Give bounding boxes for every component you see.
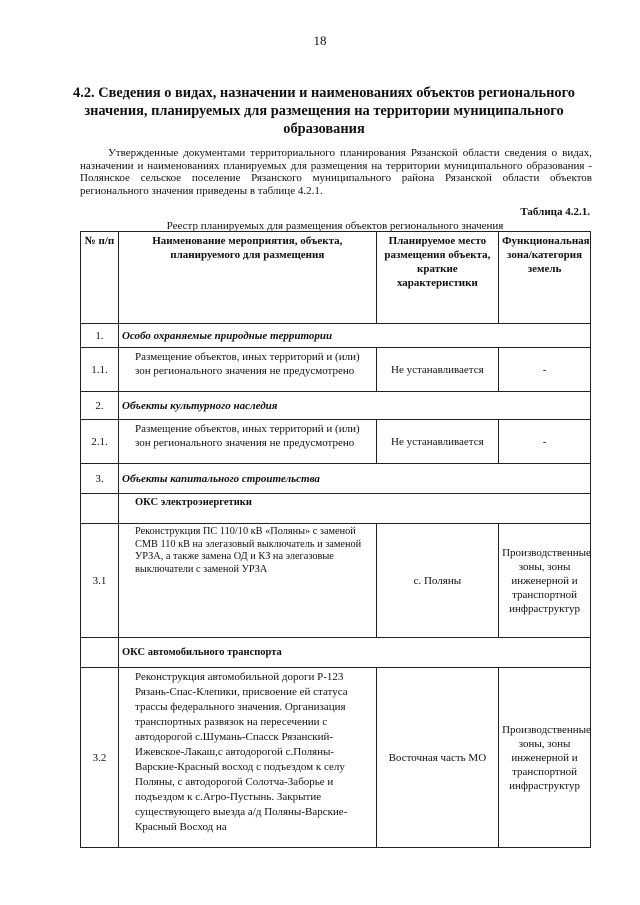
table-id: Таблица 4.2.1. (520, 206, 590, 218)
row-name: Размещение объектов, иных территорий и (или) зон регионального значения не предусмотрено (119, 348, 377, 392)
row-name: Реконструкция ПС 110/10 кВ «Поляны» с заменой СМВ 110 кВ на элегазовый выключатель и заменой УРЗА, а также замена ОД и КЗ на элегазовые выключатели с заменой УРЗА (119, 524, 377, 638)
row-name: Размещение объектов, иных территорий и (или) зон регионального значения не предусмотрено (119, 420, 377, 464)
table-caption: Реестр планируемых для размещения объектов регионального значения (166, 220, 504, 232)
table-row (81, 524, 591, 638)
table-header-row (81, 232, 591, 324)
row-number: 3. (81, 464, 119, 494)
subsection-title: ОКС электроэнергетики (119, 494, 591, 524)
subsection-title: ОКС автомобильного транспорта (119, 638, 591, 668)
section-title: Объекты капитального строительства (119, 464, 591, 494)
registry-table (80, 231, 591, 848)
section-row (81, 392, 591, 420)
row-number-empty (81, 638, 119, 668)
row-number: 2. (81, 392, 119, 420)
row-place: Не устанавливается (376, 420, 498, 464)
section-row (81, 464, 591, 494)
row-zone: Производственные зоны, зоны инженерной и транспортной инфраструктур (499, 524, 591, 638)
table-row (81, 420, 591, 464)
row-zone: Производственные зоны, зоны инженерной и транспортной инфраструктур (499, 668, 591, 848)
row-number: 3.1 (81, 524, 119, 638)
col-header-number: № п/п (81, 232, 119, 324)
col-header-place: Планируемое место размещения объекта, краткие характеристики (376, 232, 498, 324)
subsection-row (81, 494, 591, 524)
row-number-empty (81, 494, 119, 524)
row-zone: - (499, 348, 591, 392)
section-title: Особо охраняемые природные территории (119, 324, 591, 348)
table-row (81, 668, 591, 848)
section-row (81, 324, 591, 348)
row-place: с. Поляны (376, 524, 498, 638)
table-row (81, 348, 591, 392)
row-number: 1. (81, 324, 119, 348)
col-header-name: Наименование мероприятия, объекта, планируемого для размещения (119, 232, 377, 324)
col-header-zone: Функциональная зона/категория земель (499, 232, 591, 324)
row-place: Восточная часть МО (376, 668, 498, 848)
section-title: Объекты культурного наследия (119, 392, 591, 420)
page-number: 18 (313, 33, 327, 48)
section-heading: 4.2. Сведения о видах, назначении и наименованиях объектов регионального значения, планируемых для размещения на территории муниципального образования (73, 85, 575, 137)
row-zone: - (499, 420, 591, 464)
row-number: 3.2 (81, 668, 119, 848)
row-place: Не устанавливается (376, 348, 498, 392)
row-name: Реконструкция автомобильной дороги Р-123 Рязань-Спас-Клепики, присвоение ей статуса трассы федерального значения. Организация транспортных развязок на пересечении с автодорогой с.Шумань-Спасск Рязанский-Ижевское-Лакаш,с автодорогой с.Поляны-Варские-Красный восход с подъездом к селу Поляны, с автодорогой Солотча-Заборье и подъездом к с.Агро-Пустынь. Закрытие существующего выезда а/д Поляны-Варские-Красный Восход на (119, 668, 377, 848)
row-number: 2.1. (81, 420, 119, 464)
subsection-row (81, 638, 591, 668)
row-number: 1.1. (81, 348, 119, 392)
intro-paragraph: Утвержденные документами территориального планирования Рязанской области сведения о видах, назначении и наименованиях планируемых для размещения на территории муниципального образования - Полянское сельское поселение Рязанского муниципального района Рязанской области объектов регионального значения приведены в таблице 4.2.1. (80, 147, 592, 197)
